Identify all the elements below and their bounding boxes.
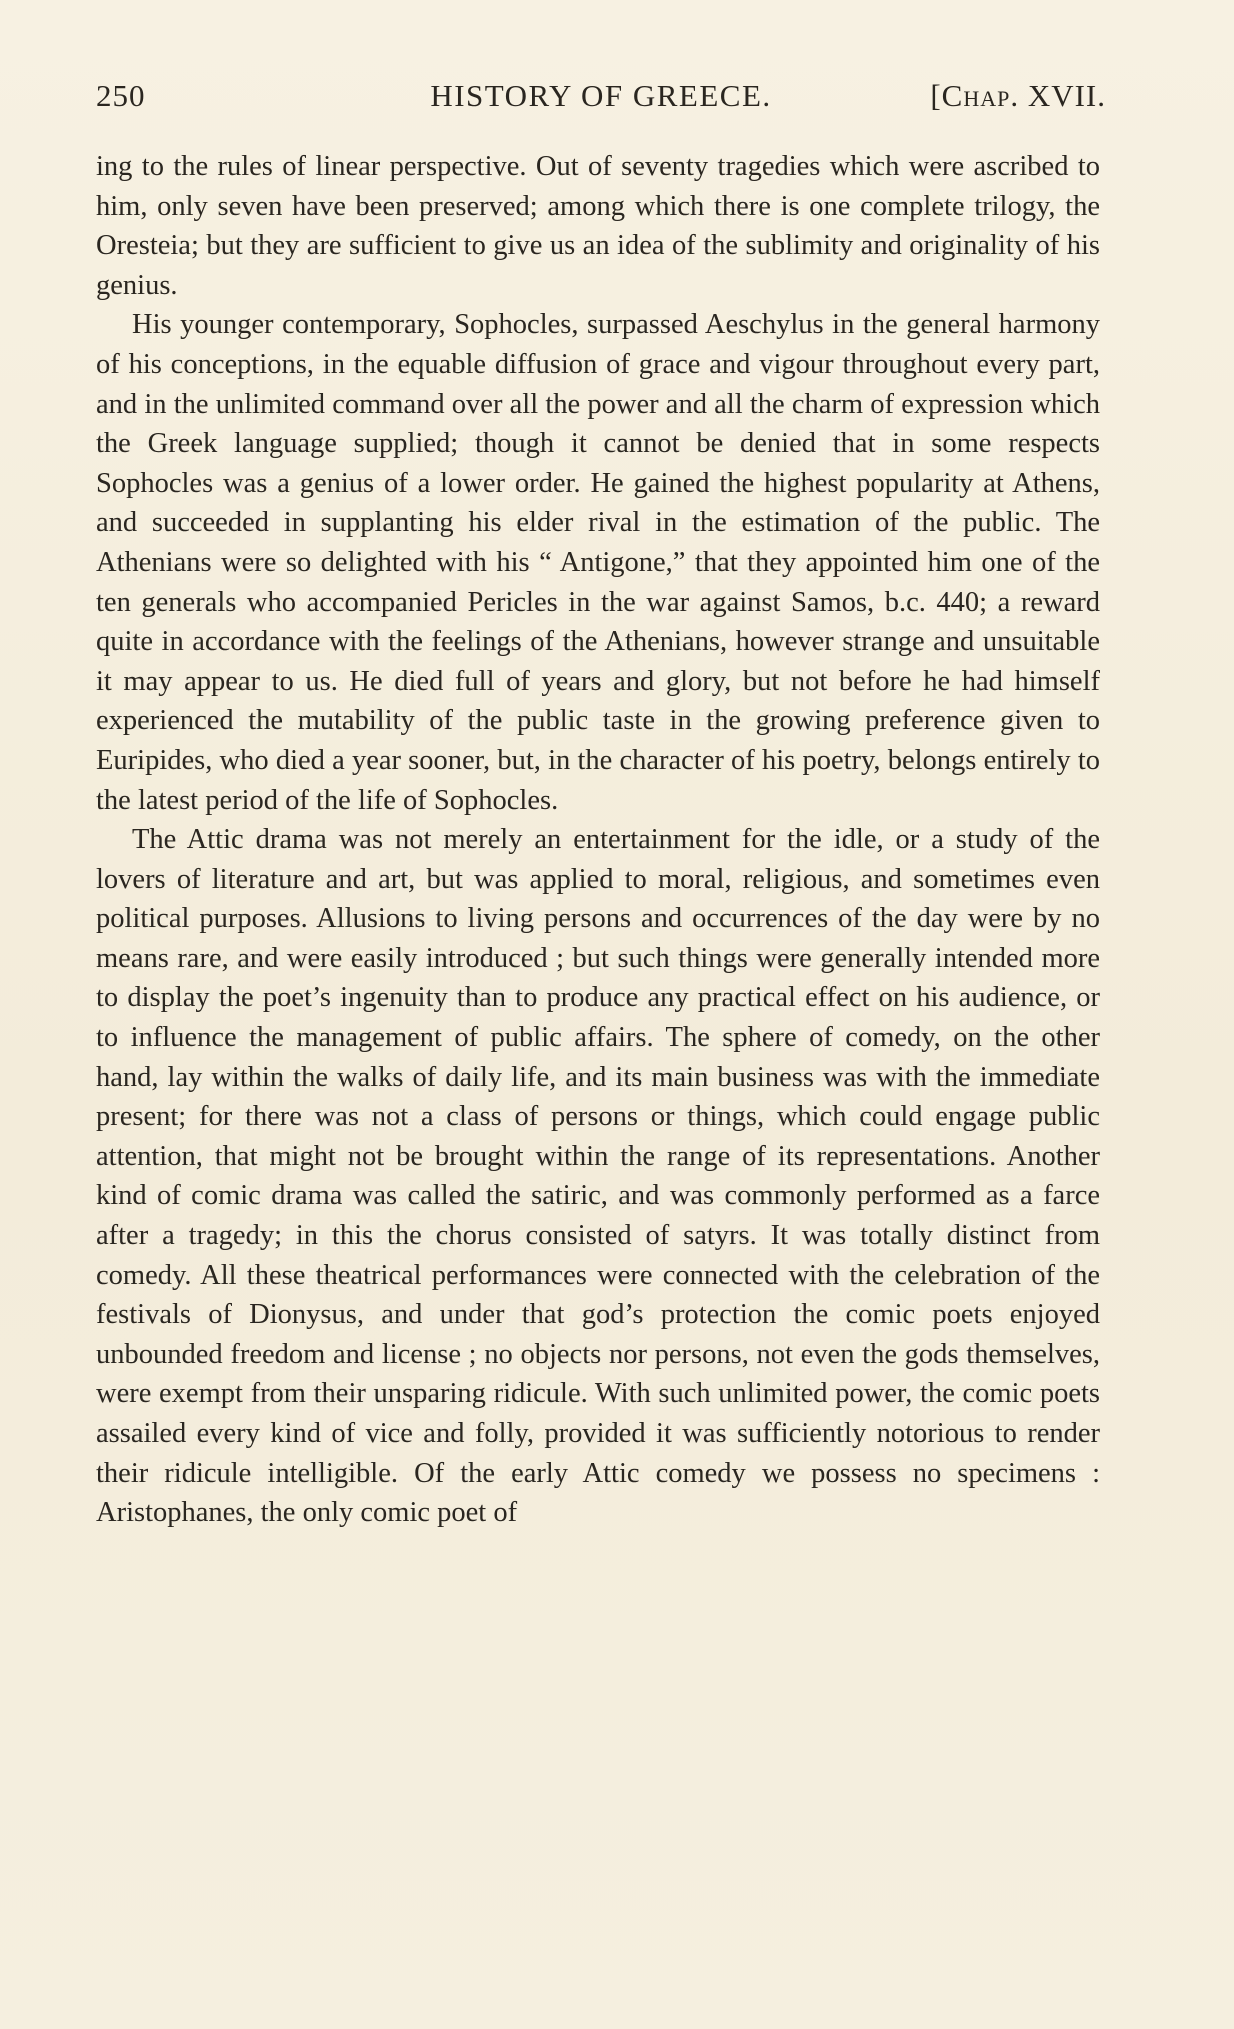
paragraph-sophocles: His younger contemporary, Sophocles, surpassed Aeschylus in the general harmony of his conceptions, in the equable diffusion of grace and vigour throughout every part, and in the unlimited command over all the power and all the charm of expression which the Greek language supplied; though it cannot be denied that in some respects Sophocles was a genius of a lower order. He gained the highest popularity at Athens, and succeeded in supplanting his elder rival in the estimation of the public. The Athenians were so delighted with his “ Antigone,” that they appointed him one of the ten generals who accompanied Pericles in the war against Samos, b.c. 440; a reward quite in accordance with the feelings of the Athenians, however strange and unsuitable it may appear to us. He died full of years and glory, but not before he had himself experienced the mutability of the public taste in the growing preference given to Euripides, who died a year sooner, but, in the character of his poetry, belongs entirely to the latest period of the life of Sophocles.: [96, 309, 1100, 816]
running-title: HISTORY OF GREECE.: [430, 78, 772, 113]
paragraph-attic-drama: The Attic drama was not merely an entertainment for the idle, or a study of the lovers of literature and art, but was applied to moral, religious, and sometimes even political purposes. Allusions to living persons and occurrences of the day were by no means rare, and were easily introduced ; but such things were generally intended more to display the poet’s ingenuity than to produce any practical effect on his audience, or to influence the management of public affairs. The sphere of comedy, on the other hand, lay within the walks of daily life, and its main business was with the immediate present; for there was not a class of persons or things, which could engage public attention, that might not be brought within the range of its representations. Another kind of comic drama was called the satiric, and was commonly performed as a farce after a tragedy; in this the chorus consisted of satyrs. It was totally distinct from comedy. All these theatrical performances were connected with the celebration of the festivals of Dionysus, and under that god’s protection the comic poets enjoyed unbounded freedom and license ; no objects nor persons, not even the gods themselves, were exempt from their unsparing ridicule. With such unlimited power, the comic poets assailed every kind of vice and folly, provided it was sufficiently notorious to render their ridicule intelligible. Of the early Attic comedy we possess no specimens : Aristophanes, the only comic poet of: [96, 824, 1100, 1529]
chapter-label: [Chap. XVII.: [930, 78, 1106, 113]
running-header: [96, 78, 1106, 118]
paragraph-continued: ing to the rules of linear perspective. Out of seventy tragedies which were ascribed to him, only seven have been preserved; among which there is one complete trilogy, the Oresteia; but they are sufficient to give us an idea of the sublimity and originality of his genius.: [96, 151, 1100, 301]
page-number: 250: [96, 78, 146, 113]
body-text: [96, 147, 1100, 1533]
